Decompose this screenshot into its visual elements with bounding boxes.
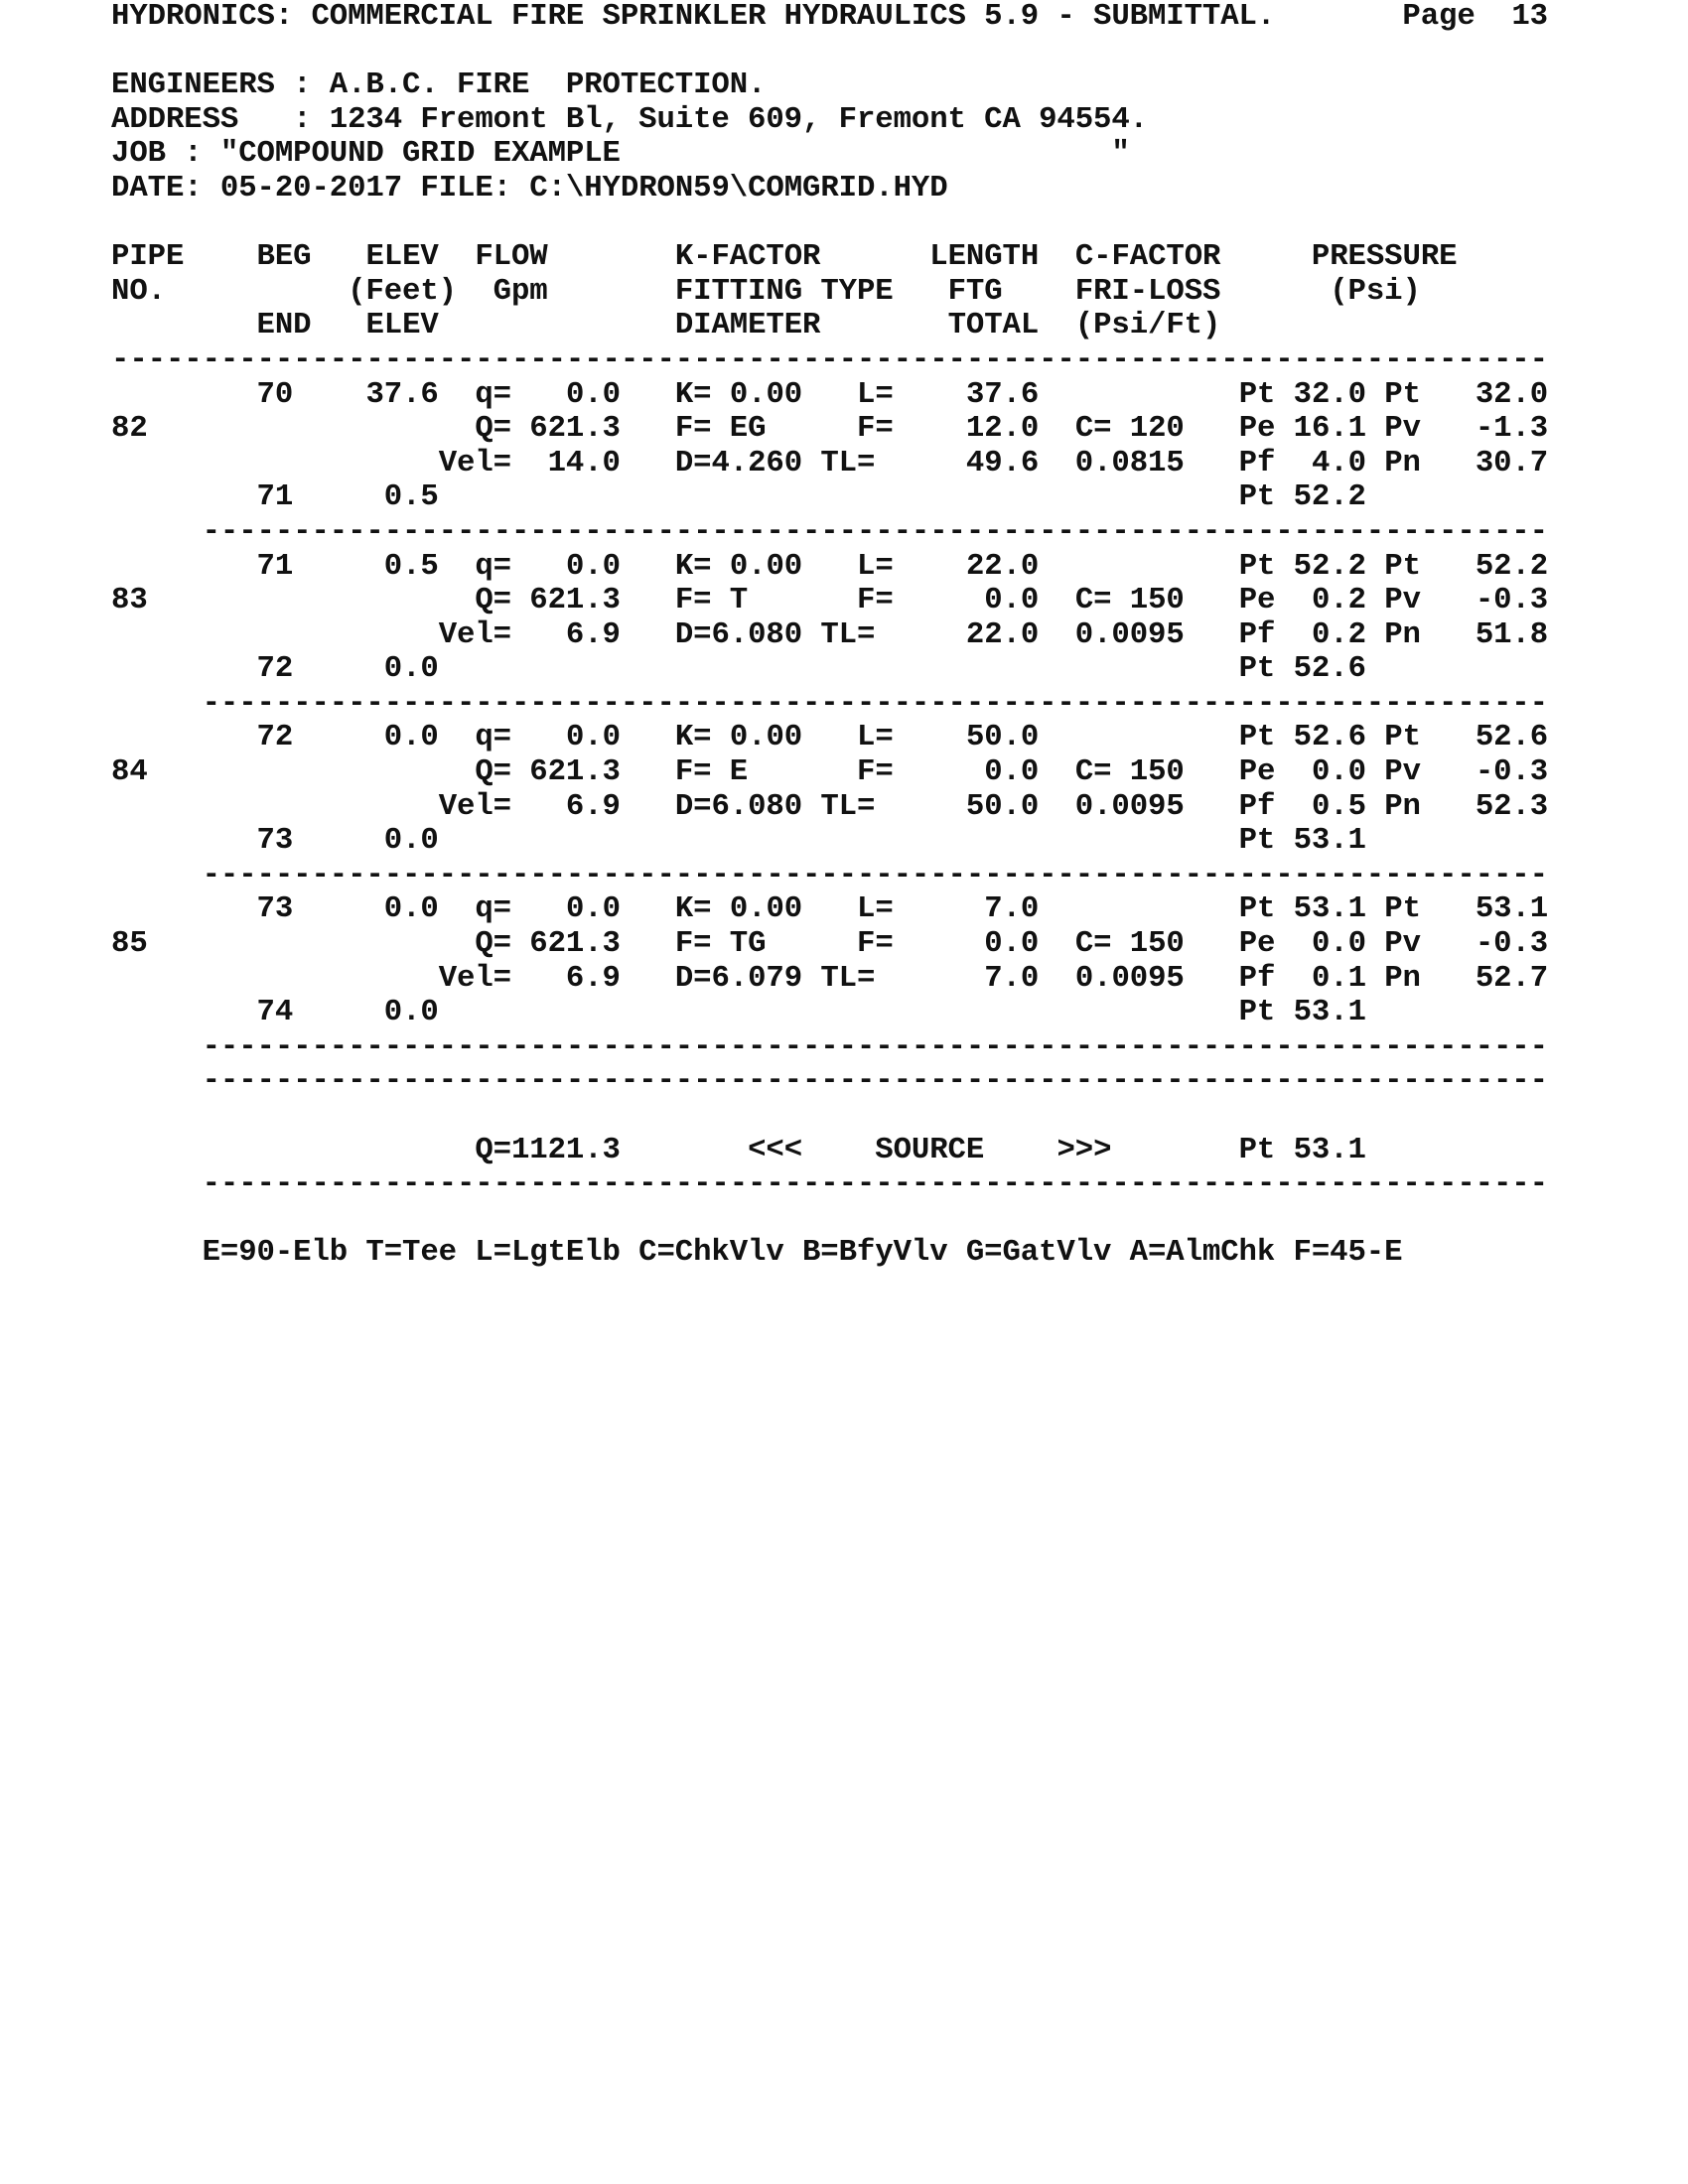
pipe-row-beg	[111, 550, 1548, 585]
source-line	[111, 1134, 1548, 1168]
total-value: 50.0	[965, 788, 1040, 824]
q-label: q=	[475, 720, 511, 755]
vel-value: 6.9	[565, 616, 621, 652]
column-header-2	[111, 275, 1548, 310]
q-value: 0.0	[565, 891, 621, 927]
ftg-label: F=	[857, 583, 894, 618]
friloss-value: 0.0095	[1074, 960, 1185, 996]
pt2-value: 52.6	[1475, 720, 1549, 755]
pt-end-label: Pt	[1238, 651, 1276, 687]
pe-value: 0.2	[1311, 583, 1366, 618]
ftg-value: 0.0	[984, 926, 1040, 962]
pt2-label: Pt	[1384, 548, 1421, 584]
end-node: 71	[256, 479, 294, 515]
d-label: D=	[674, 960, 712, 996]
Q-label: Q=	[475, 926, 511, 962]
q-value: 0.0	[565, 720, 621, 755]
col-cfactor: C-FACTOR	[1074, 239, 1221, 275]
pt2-label: Pt	[1384, 891, 1421, 927]
pv-value: -0.3	[1475, 926, 1549, 962]
blank-line	[111, 1202, 1548, 1237]
pt-label: Pt	[1238, 548, 1276, 584]
pipe-row-flow	[111, 412, 1548, 447]
separator-line	[111, 1167, 1548, 1202]
blank-line	[111, 35, 1548, 69]
pipe-row-end	[111, 652, 1548, 687]
Q-value: 621.3	[529, 583, 621, 618]
pt-end-value: 52.2	[1293, 479, 1366, 515]
beg-elev: 0.0	[383, 891, 439, 927]
l-label: L=	[857, 376, 894, 412]
beg-node: 72	[256, 720, 294, 755]
pipe-row-vel	[111, 447, 1548, 481]
date-label: DATE:	[111, 170, 220, 205]
ftg-label: F=	[857, 926, 894, 962]
pe-label: Pe	[1238, 583, 1276, 618]
pf-label: Pf	[1238, 616, 1276, 652]
friloss-value: 0.0815	[1074, 445, 1185, 480]
separator: --------------------------------------------------------------------------	[202, 1063, 1548, 1099]
c-label: C=	[1074, 411, 1112, 447]
k-value: 0.00	[729, 891, 803, 927]
col-total: TOTAL	[947, 308, 1040, 343]
pt-end-value: 52.6	[1293, 651, 1366, 687]
fitting-value: TG	[729, 926, 767, 962]
separator-line	[111, 687, 1548, 722]
pipe-number: 84	[111, 754, 148, 790]
diameter-value: 6.079	[711, 960, 803, 996]
ftg-label: F=	[857, 411, 894, 447]
address-line	[111, 103, 1548, 138]
tl-label: TL=	[820, 616, 876, 652]
pt-end-value: 53.1	[1293, 823, 1366, 859]
page-label: Page	[1402, 0, 1476, 34]
Q-label: Q=	[475, 411, 511, 447]
vel-label: Vel=	[438, 788, 511, 824]
d-label: D=	[674, 616, 712, 652]
col-end: END	[256, 308, 312, 343]
length-value: 22.0	[965, 548, 1040, 584]
pipe-row-vel	[111, 618, 1548, 653]
fitting-value: EG	[729, 411, 767, 447]
Q-label: Q=	[475, 754, 511, 790]
c-label: C=	[1074, 926, 1112, 962]
pipe-number: 83	[111, 583, 148, 618]
report-title: HYDRONICS: COMMERCIAL FIRE SPRINKLER HYDRAULICS 5.9 - SUBMITTAL.	[111, 0, 1276, 34]
f-label: F=	[674, 411, 730, 447]
pe-label: Pe	[1238, 411, 1276, 447]
source-label: <<< SOURCE >>>	[748, 1132, 1112, 1167]
vel-label: Vel=	[438, 960, 511, 996]
source-q-label: Q=	[475, 1132, 511, 1167]
pt-label: Pt	[1238, 376, 1276, 412]
address-label: ADDRESS :	[111, 101, 330, 137]
k-value: 0.00	[729, 548, 803, 584]
pt-end-label: Pt	[1238, 823, 1276, 859]
pn-label: Pn	[1384, 445, 1421, 480]
blank-line	[111, 206, 1548, 241]
job-line	[111, 137, 1548, 172]
end-elev: 0.0	[383, 651, 439, 687]
pf-value: 0.1	[1311, 960, 1366, 996]
col-length: LENGTH	[929, 239, 1040, 275]
pn-value: 30.7	[1475, 445, 1549, 480]
pipe-row-beg	[111, 378, 1548, 413]
pt2-value: 52.2	[1475, 548, 1549, 584]
c-label: C=	[1074, 583, 1112, 618]
k-label: K=	[674, 720, 712, 755]
c-value: 150	[1129, 926, 1185, 962]
col-psi-ft: (Psi/Ft)	[1074, 308, 1221, 343]
end-node: 74	[256, 995, 294, 1030]
col-no: NO.	[111, 273, 166, 309]
pipe-row-end	[111, 996, 1548, 1030]
pe-label: Pe	[1238, 754, 1276, 790]
vel-value: 14.0	[547, 445, 621, 480]
pn-label: Pn	[1384, 960, 1421, 996]
col-fitting: FITTING TYPE	[674, 273, 894, 309]
separator-line	[111, 859, 1548, 893]
pt-end-label: Pt	[1238, 479, 1276, 515]
source-q-value: 1121.3	[510, 1132, 621, 1167]
pt-value: 52.2	[1293, 548, 1366, 584]
d-label: D=	[674, 445, 712, 480]
pipe-number: 85	[111, 926, 148, 962]
beg-node: 73	[256, 891, 294, 927]
end-node: 72	[256, 651, 294, 687]
diameter-value: 4.260	[711, 445, 803, 480]
f-label: F=	[674, 754, 730, 790]
pipe-row-vel	[111, 962, 1548, 997]
q-label: q=	[475, 548, 511, 584]
c-value: 150	[1129, 583, 1185, 618]
pn-label: Pn	[1384, 788, 1421, 824]
pipe-row-end	[111, 824, 1548, 859]
separator-line	[111, 1064, 1548, 1099]
report-header	[111, 0, 1548, 35]
pt2-label: Pt	[1384, 720, 1421, 755]
pt2-label: Pt	[1384, 376, 1421, 412]
col-ftg: FTG	[947, 273, 1003, 309]
pt-label: Pt	[1238, 891, 1276, 927]
end-elev: 0.0	[383, 995, 439, 1030]
tl-label: TL=	[820, 788, 876, 824]
pe-label: Pe	[1238, 926, 1276, 962]
col-elev: ELEV	[365, 239, 439, 275]
file-value: C:\HYDRON59\COMGRID.HYD	[529, 170, 948, 205]
pf-label: Pf	[1238, 960, 1276, 996]
source-pt-label: Pt	[1238, 1132, 1276, 1167]
k-value: 0.00	[729, 720, 803, 755]
beg-node: 70	[256, 376, 294, 412]
pe-value: 0.0	[1311, 926, 1366, 962]
pt2-value: 32.0	[1475, 376, 1549, 412]
date-value: 05-20-2017	[219, 170, 403, 205]
pipe-row-beg	[111, 892, 1548, 927]
separator-line	[111, 343, 1548, 378]
pv-value: -1.3	[1475, 411, 1549, 447]
beg-elev: 0.5	[383, 548, 439, 584]
l-label: L=	[857, 891, 894, 927]
pv-label: Pv	[1384, 583, 1421, 618]
page-number: 13	[1511, 0, 1548, 34]
pn-value: 51.8	[1475, 616, 1549, 652]
pipe-row-end	[111, 480, 1548, 515]
f-label: F=	[674, 926, 730, 962]
c-value: 150	[1129, 754, 1185, 790]
end-node: 73	[256, 823, 294, 859]
fitting-value: T	[729, 583, 749, 618]
hydraulic-report	[111, 0, 1548, 1271]
fitting-value: E	[729, 754, 749, 790]
pt-value: 32.0	[1293, 376, 1366, 412]
c-label: C=	[1074, 754, 1112, 790]
tl-label: TL=	[820, 960, 876, 996]
pipe-row-flow	[111, 755, 1548, 790]
ftg-value: 12.0	[965, 411, 1040, 447]
job-value: "COMPOUND GRID EXAMPLE "	[219, 136, 1130, 172]
q-label: q=	[475, 376, 511, 412]
col-kfactor: K-FACTOR	[674, 239, 821, 275]
col-diameter: DIAMETER	[674, 308, 821, 343]
k-value: 0.00	[729, 376, 803, 412]
pipe-row-beg	[111, 721, 1548, 755]
col-feet: (Feet)	[348, 273, 458, 309]
Q-value: 621.3	[529, 926, 621, 962]
fitting-legend-text: E=90-Elb T=Tee L=LgtElb C=ChkVlv B=BfyVlv G=GatVlv A=AlmChk F=45-E	[202, 1235, 1403, 1271]
q-label: q=	[475, 891, 511, 927]
fitting-legend	[111, 1236, 1548, 1271]
length-value: 7.0	[984, 891, 1040, 927]
pt-end-value: 53.1	[1293, 995, 1366, 1030]
q-value: 0.0	[565, 376, 621, 412]
vel-value: 6.9	[565, 788, 621, 824]
separator: --------------------------------------------------------------------------	[202, 513, 1548, 549]
pipe-row-flow	[111, 927, 1548, 962]
pt-value: 53.1	[1293, 891, 1366, 927]
pt-value: 52.6	[1293, 720, 1366, 755]
address-value: 1234 Fremont Bl, Suite 609, Fremont CA 94554.	[329, 101, 1148, 137]
col-friloss: FRI-LOSS	[1074, 273, 1221, 309]
col-gpm: Gpm	[492, 273, 548, 309]
pn-value: 52.3	[1475, 788, 1549, 824]
date-line	[111, 172, 1548, 206]
blank-line	[111, 1099, 1548, 1134]
pt-end-label: Pt	[1238, 995, 1276, 1030]
beg-node: 71	[256, 548, 294, 584]
total-value: 22.0	[965, 616, 1040, 652]
pn-label: Pn	[1384, 616, 1421, 652]
source-pt-value: 53.1	[1293, 1132, 1366, 1167]
col-end-elev: ELEV	[365, 308, 439, 343]
pipe-row-vel	[111, 790, 1548, 825]
col-pipe: PIPE	[111, 239, 185, 275]
engineers-label: ENGINEERS :	[111, 68, 330, 103]
col-flow: FLOW	[475, 239, 548, 275]
beg-elev: 37.6	[365, 376, 439, 412]
Q-label: Q=	[475, 583, 511, 618]
pf-value: 0.2	[1311, 616, 1366, 652]
engineers-line	[111, 68, 1548, 103]
Q-value: 621.3	[529, 411, 621, 447]
ftg-value: 0.0	[984, 754, 1040, 790]
pt2-value: 53.1	[1475, 891, 1549, 927]
l-label: L=	[857, 548, 894, 584]
end-elev: 0.0	[383, 823, 439, 859]
k-label: K=	[674, 548, 712, 584]
vel-label: Vel=	[438, 445, 511, 480]
column-header-3	[111, 309, 1548, 343]
ftg-value: 0.0	[984, 583, 1040, 618]
separator: --------------------------------------------------------------------------	[202, 857, 1548, 892]
pv-value: -0.3	[1475, 754, 1549, 790]
f-label: F=	[674, 583, 730, 618]
vel-label: Vel=	[438, 616, 511, 652]
file-label: FILE:	[420, 170, 530, 205]
length-value: 50.0	[965, 720, 1040, 755]
k-label: K=	[674, 376, 712, 412]
friloss-value: 0.0095	[1074, 788, 1185, 824]
length-value: 37.6	[965, 376, 1040, 412]
total-value: 49.6	[965, 445, 1040, 480]
diameter-value: 6.080	[711, 616, 803, 652]
pf-label: Pf	[1238, 788, 1276, 824]
friloss-value: 0.0095	[1074, 616, 1185, 652]
pf-value: 0.5	[1311, 788, 1366, 824]
pf-value: 4.0	[1311, 445, 1366, 480]
pn-value: 52.7	[1475, 960, 1549, 996]
end-elev: 0.5	[383, 479, 439, 515]
k-label: K=	[674, 891, 712, 927]
Q-value: 621.3	[529, 754, 621, 790]
pt-label: Pt	[1238, 720, 1276, 755]
separator-line	[111, 1030, 1548, 1065]
separator: -------------------------------------------------------------------------------	[111, 341, 1548, 377]
diameter-value: 6.080	[711, 788, 803, 824]
separator: --------------------------------------------------------------------------	[202, 1028, 1548, 1064]
separator: --------------------------------------------------------------------------	[202, 1166, 1548, 1202]
total-value: 7.0	[984, 960, 1040, 996]
c-value: 120	[1129, 411, 1185, 447]
pv-label: Pv	[1384, 926, 1421, 962]
pe-value: 16.1	[1293, 411, 1366, 447]
d-label: D=	[674, 788, 712, 824]
pv-label: Pv	[1384, 754, 1421, 790]
pe-value: 0.0	[1311, 754, 1366, 790]
pv-value: -0.3	[1475, 583, 1549, 618]
beg-elev: 0.0	[383, 720, 439, 755]
ftg-label: F=	[857, 754, 894, 790]
col-beg: BEG	[256, 239, 312, 275]
pipe-row-flow	[111, 584, 1548, 618]
separator-line	[111, 515, 1548, 550]
col-pressure: PRESSURE	[1311, 239, 1458, 275]
job-label: JOB :	[111, 136, 220, 172]
pv-label: Pv	[1384, 411, 1421, 447]
l-label: L=	[857, 720, 894, 755]
q-value: 0.0	[565, 548, 621, 584]
pf-label: Pf	[1238, 445, 1276, 480]
engineers-value: A.B.C. FIRE PROTECTION.	[329, 68, 767, 103]
separator: --------------------------------------------------------------------------	[202, 685, 1548, 721]
pipe-number: 82	[111, 411, 148, 447]
tl-label: TL=	[820, 445, 876, 480]
vel-value: 6.9	[565, 960, 621, 996]
column-header-1	[111, 240, 1548, 275]
col-psi: (Psi)	[1330, 273, 1421, 309]
